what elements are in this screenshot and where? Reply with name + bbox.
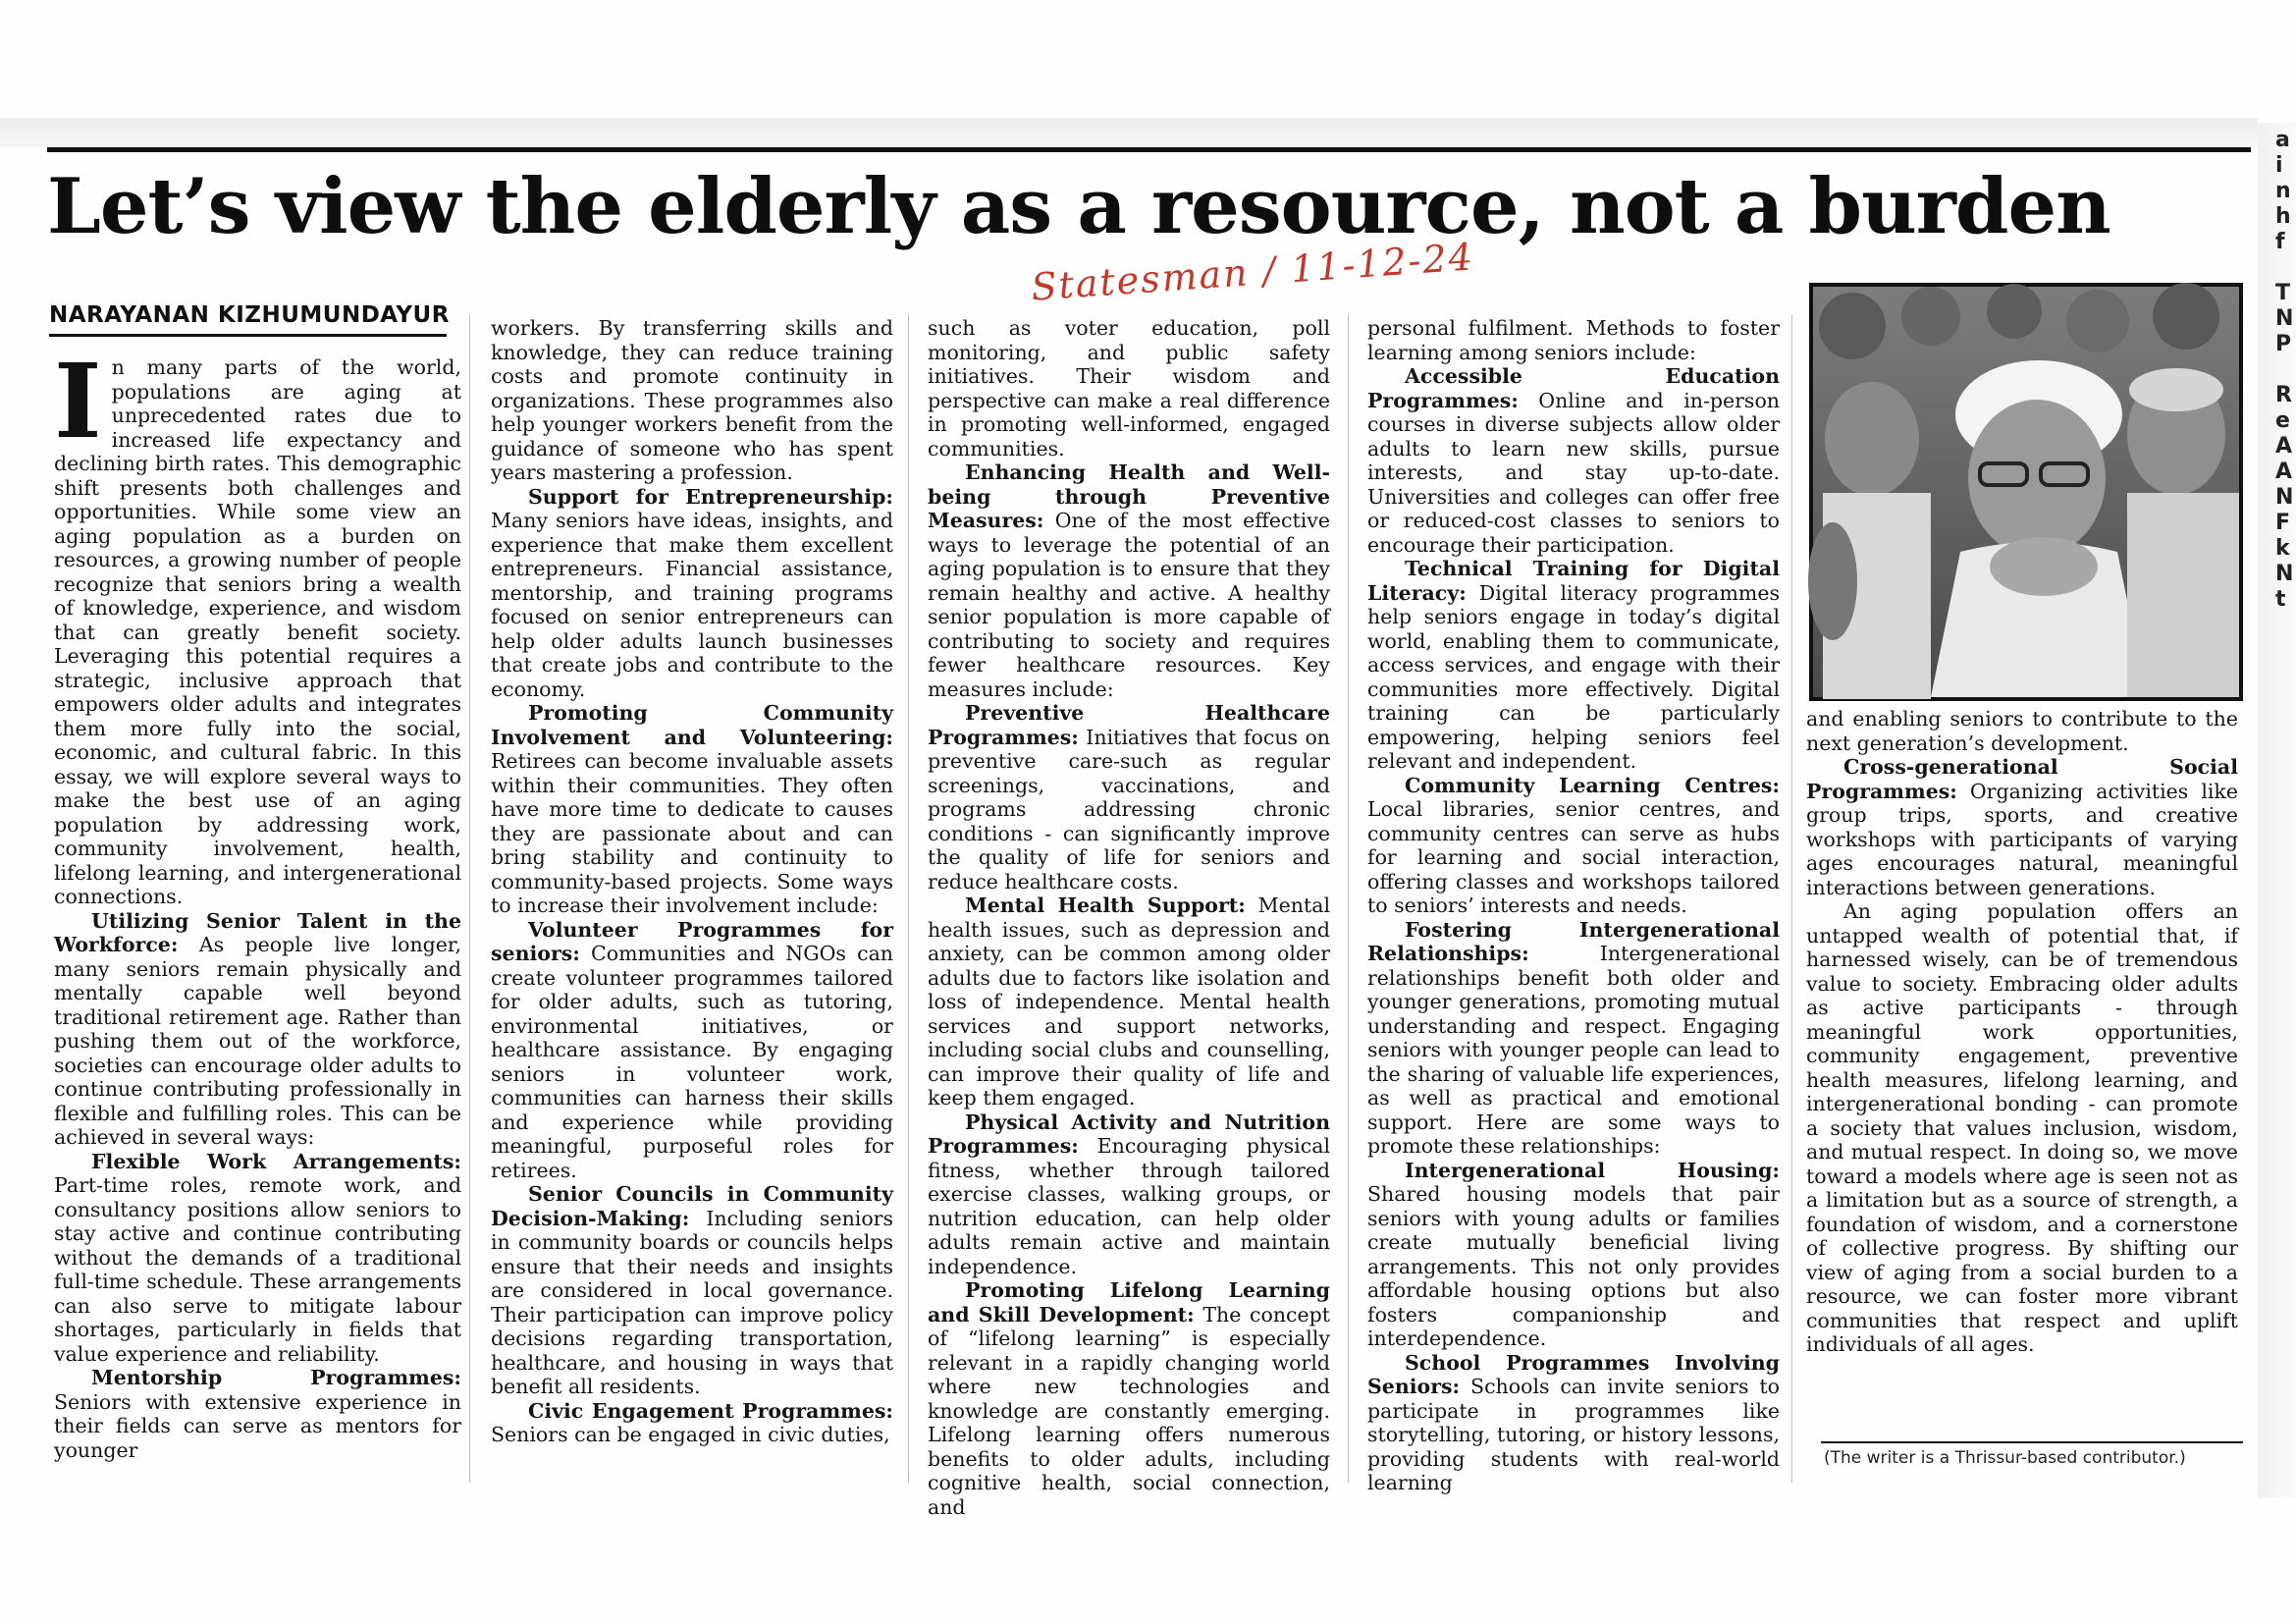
section-paragraph: Accessible Education Programmes: Online and in-person courses in diverse subjects allow older adults to learn new skills, pursue interests, and stay up-to-date. Universities and colleges can offer free or reduced-cost classes to seniors to encourage their participation. xyxy=(1367,364,1780,557)
section-paragraph: Promoting Lifelong Learning and Skill Development: The concept of “lifelong learning” is especially relevant in a rapidly changing world where new technologies and knowledge are constantly emerging. Lifelong learning offers numerous benefits to older adults, including cognitive health, social connection, and xyxy=(928,1278,1330,1519)
continued-paragraph: personal fulfilment. Methods to foster learning among seniors include: xyxy=(1367,316,1780,364)
continued-paragraph: workers. By transferring skills and knowledge, they can reduce training costs and promote continuity in organizations. These programmes also help younger workers benefit from the guidance of someone who has spent years mastering a profession. xyxy=(491,316,893,484)
article-column-3 xyxy=(928,316,1330,1519)
section-paragraph: School Programmes Involving Seniors: Schools can invite seniors to participate in programmes like storytelling, tutoring, or history lessons, providing students with real-world learning xyxy=(1367,1350,1780,1494)
section-paragraph: Promoting Community Involvement and Volunteering: Retirees can become invaluable assets within their communities. They often have more time to dedicate to causes they are passionate about and can bring stability and continuity to community-based projects. Some ways to increase their involvement include: xyxy=(491,701,893,917)
section-paragraph: Preventive Healthcare Programmes: Initiatives that focus on preventive care-such as regular screenings, vaccinations, and programs addressing chronic conditions - can significantly improve the quality of life for seniors and reduce healthcare costs. xyxy=(928,701,1330,893)
section-paragraph: Enhancing Health and Well-being through Preventive Measures: One of the most effective ways to leverage the potential of an aging population is to ensure that they remain healthy and active. A healthy senior population is more capable of contributing to society and requires fewer healthcare resources. Key measures include: xyxy=(928,460,1330,701)
adjacent-page-text-fragment: a i n h f T N P R e A A N F k N t xyxy=(2275,128,2294,612)
section-paragraph: Mental Health Support: Mental health issues, such as depression and anxiety, can be common among older adults due to factors like isolation and loss of independence. Mental health services and support networks, including social clubs and counselling, can improve their quality of life and keep them engaged. xyxy=(928,893,1330,1110)
section-paragraph: Utilizing Senior Talent in the Workforce: As people live longer, many seniors remain physically and mentally capable well beyond traditional retirement age. Rather than pushing them out of the workforce, societies can encourage older adults to continue contributing professionally in flexible and fulfilling roles. This can be achieved in several ways: xyxy=(54,908,461,1149)
column-rule xyxy=(908,314,909,1483)
writer-note-rule xyxy=(1821,1441,2243,1443)
continued-paragraph: and enabling seniors to contribute to the next generation’s development. xyxy=(1806,707,2238,755)
column-rule xyxy=(469,314,470,1483)
section-paragraph: Support for Entrepreneurship: Many seniors have ideas, insights, and experience that make them excellent entrepreneurs. Financial assistance, mentorship, and training programs focused on senior entrepreneurs can help older adults launch businesses that create jobs and contribute to the economy. xyxy=(491,484,893,701)
handwritten-source-note: Statesman / 11-12-24 xyxy=(1030,235,1476,309)
section-paragraph: Cross-generational Social Programmes: Organizing activities like group trips, sports, and creative workshops with participants of varying ages encourages natural, meaningful interactions between generations. xyxy=(1806,755,2238,899)
article-column-2 xyxy=(491,316,893,1473)
section-paragraph: Mentorship Programmes: Seniors with extensive experience in their fields can serve as mentors for younger xyxy=(54,1366,461,1462)
article-column-5 xyxy=(1806,707,2238,1453)
continued-paragraph: such as voter education, poll monitoring, and public safety initiatives. Their wisdom and perspective can make a real difference in promoting well-informed, engaged communities. xyxy=(928,316,1330,460)
section-paragraph: Flexible Work Arrangements: Part-time roles, remote work, and consultancy positions allow seniors to stay active and continue contributing without the demands of a traditional full-time schedule. These arrangements can also serve to mitigate labour shortages, particularly in fields that value experience and reliability. xyxy=(54,1149,461,1366)
article-headline: Let’s view the elderly as a resource, not a burden xyxy=(47,162,2110,251)
section-paragraph: Volunteer Programmes for seniors: Communities and NGOs can create volunteer programmes tailored for older adults, such as tutoring, environmental initiatives, or healthcare assistance. By engaging seniors in volunteer work, communities can harness their skills and experience while providing meaningful, purposeful roles for retirees. xyxy=(491,917,893,1182)
section-paragraph: Senior Councils in Community Decision-Making: Including seniors in community boards or councils helps ensure that their needs and insights are considered in local governance. Their participation can improve policy decisions regarding transportation, healthcare, and housing in ways that benefit all residents. xyxy=(491,1182,893,1398)
section-paragraph: Civic Engagement Programmes: Seniors can be engaged in civic duties, xyxy=(491,1398,893,1446)
section-paragraph: Technical Training for Digital Literacy: Digital literacy programmes help seniors engage in today’s digital world, enabling them to communicate, access services, and engage with their communities more effectively. Digital training can be particularly empowering, helping seniors feel relevant and independent. xyxy=(1367,557,1780,773)
byline: NARAYANAN KIZHUMUNDAYUR xyxy=(49,302,450,328)
drop-cap: I xyxy=(54,341,102,461)
photo-illustration xyxy=(1813,287,2239,697)
article-column-4 xyxy=(1367,316,1780,1494)
previous-page-strip xyxy=(0,118,2258,147)
elderly-men-photo xyxy=(1809,283,2243,701)
intro-paragraph: In many parts of the world, populations are aging at unprecedented rates due to increased life expectancy and declining birth rates. This demographic shift presents both challenges and opportunities. While some view an aging population as a burden on resources, a growing number of people recognize that seniors bring a wealth of knowledge, experience, and wisdom that can greatly benefit society. Leveraging this potential requires a strategic, inclusive approach that empowers older adults and integrates them more fully into the social, economic, and cultural fabric. In this essay, we will explore several ways to make the best use of an aging population by addressing work, community involvement, health, lifelong learning, and intergenerational connections. xyxy=(54,341,461,908)
section-paragraph: Fostering Intergenerational Relationships: Intergenerational relationships benefit both older and younger generations, promoting mutual understanding and respect. Engaging seniors with younger people can lead to the sharing of valuable life experiences, as well as practical and emotional support. Here are some ways to promote these relationships: xyxy=(1367,917,1780,1158)
writer-note: (The writer is a Thrissur-based contributor.) xyxy=(1824,1448,2186,1468)
section-paragraph: Intergenerational Housing: Shared housing models that pair seniors with young adults or families create mutually beneficial living arrangements. This not only provides affordable housing options but also fosters companionship and interdependence. xyxy=(1367,1158,1780,1350)
column-rule xyxy=(1791,314,1792,1483)
byline-rule xyxy=(49,334,447,337)
section-paragraph: Community Learning Centres: Local libraries, senior centres, and community centres can serve as hubs for learning and social interaction, offering classes and workshops tailored to seniors’ interests and needs. xyxy=(1367,773,1780,917)
column-rule xyxy=(1348,314,1349,1483)
conclusion-paragraph: An aging population offers an untapped wealth of potential that, if harnessed wisely, can be of tremendous value to society. Embracing older adults as active participants - through meaningful work opportunities, community engagement, preventive health measures, lifelong learning, and intergenerational bonding - can promote a society that values inclusion, wisdom, and mutual respect. In doing so, we move toward a models where age is seen not as a limitation but as a source of strength, a foundation of wisdom, and a cornerstone of collective progress. By shifting our view of aging from a social burden to a resource, we can foster more vibrant communities that respect and uplift individuals of all ages. xyxy=(1806,899,2238,1356)
section-paragraph: Physical Activity and Nutrition Programmes: Encouraging physical fitness, whether through tailored exercise classes, walking groups, or nutrition education, can help older adults remain active and maintain independence. xyxy=(928,1110,1330,1278)
article-column-1 xyxy=(54,341,461,1494)
top-rule xyxy=(47,147,2251,152)
